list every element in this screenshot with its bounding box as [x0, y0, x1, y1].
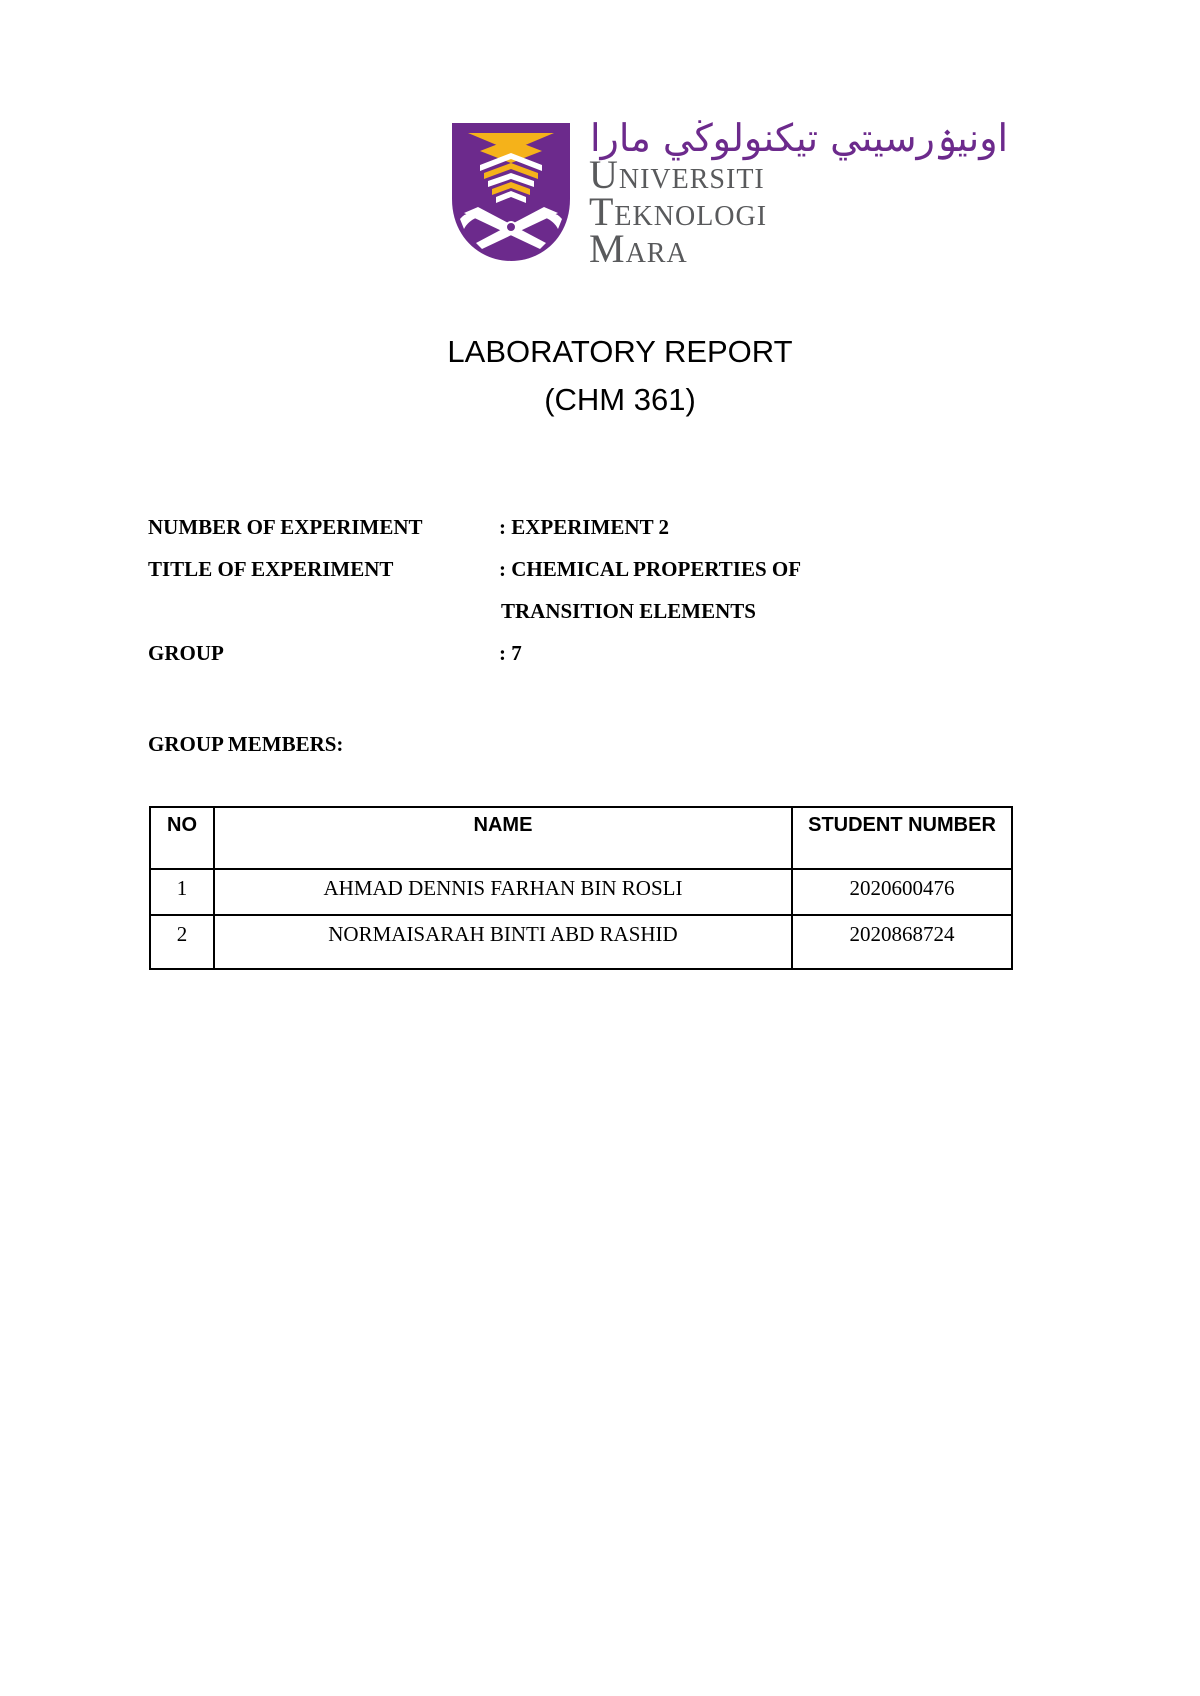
uitm-emblem-icon — [450, 121, 572, 263]
cell-student-number: 2020868724 — [792, 915, 1012, 969]
group-members-heading: GROUP MEMBERS: — [148, 732, 344, 756]
logo-wordmark — [589, 152, 768, 271]
uitm-logo — [450, 116, 1009, 271]
table-header-row — [150, 807, 1012, 869]
report-title-block — [0, 328, 1200, 424]
experiment-title-label: TITLE OF EXPERIMENT — [148, 557, 394, 581]
header-name: NAME — [214, 807, 792, 869]
info-row-number — [148, 506, 1048, 548]
header-student-number: STUDENT NUMBER — [792, 807, 1012, 869]
cell-student-number: 2020600476 — [792, 869, 1012, 915]
header-no: NO — [150, 807, 214, 869]
info-row-group — [148, 632, 1048, 674]
experiment-info — [148, 506, 1048, 756]
experiment-title-value-line1: : CHEMICAL PROPERTIES OF — [499, 557, 802, 581]
logo-line-1: Universiti — [589, 152, 765, 197]
logo-jawi-text: اونيۏرسيتي تيكنولوڬي مارا — [590, 116, 1009, 160]
experiment-title-value-line2: TRANSITION ELEMENTS — [501, 599, 756, 623]
report-course: (CHM 361) — [544, 382, 696, 417]
cell-name: NORMAISARAH BINTI ABD RASHID — [214, 915, 792, 969]
experiment-number-label: NUMBER OF EXPERIMENT — [148, 515, 423, 539]
group-label: GROUP — [148, 641, 224, 665]
info-row-title-cont — [148, 590, 1048, 632]
report-title: LABORATORY REPORT — [447, 334, 793, 369]
info-row-title — [148, 548, 1048, 590]
logo-line-2: Teknologi — [589, 189, 768, 234]
cell-no: 2 — [150, 915, 214, 969]
table-row — [150, 915, 1012, 969]
cell-no: 1 — [150, 869, 214, 915]
members-table — [149, 806, 1013, 970]
experiment-number-value: : EXPERIMENT 2 — [499, 515, 669, 539]
cell-name: AHMAD DENNIS FARHAN BIN ROSLI — [214, 869, 792, 915]
table-row — [150, 869, 1012, 915]
group-value: : 7 — [499, 641, 522, 665]
logo-line-3: Mara — [589, 226, 688, 271]
